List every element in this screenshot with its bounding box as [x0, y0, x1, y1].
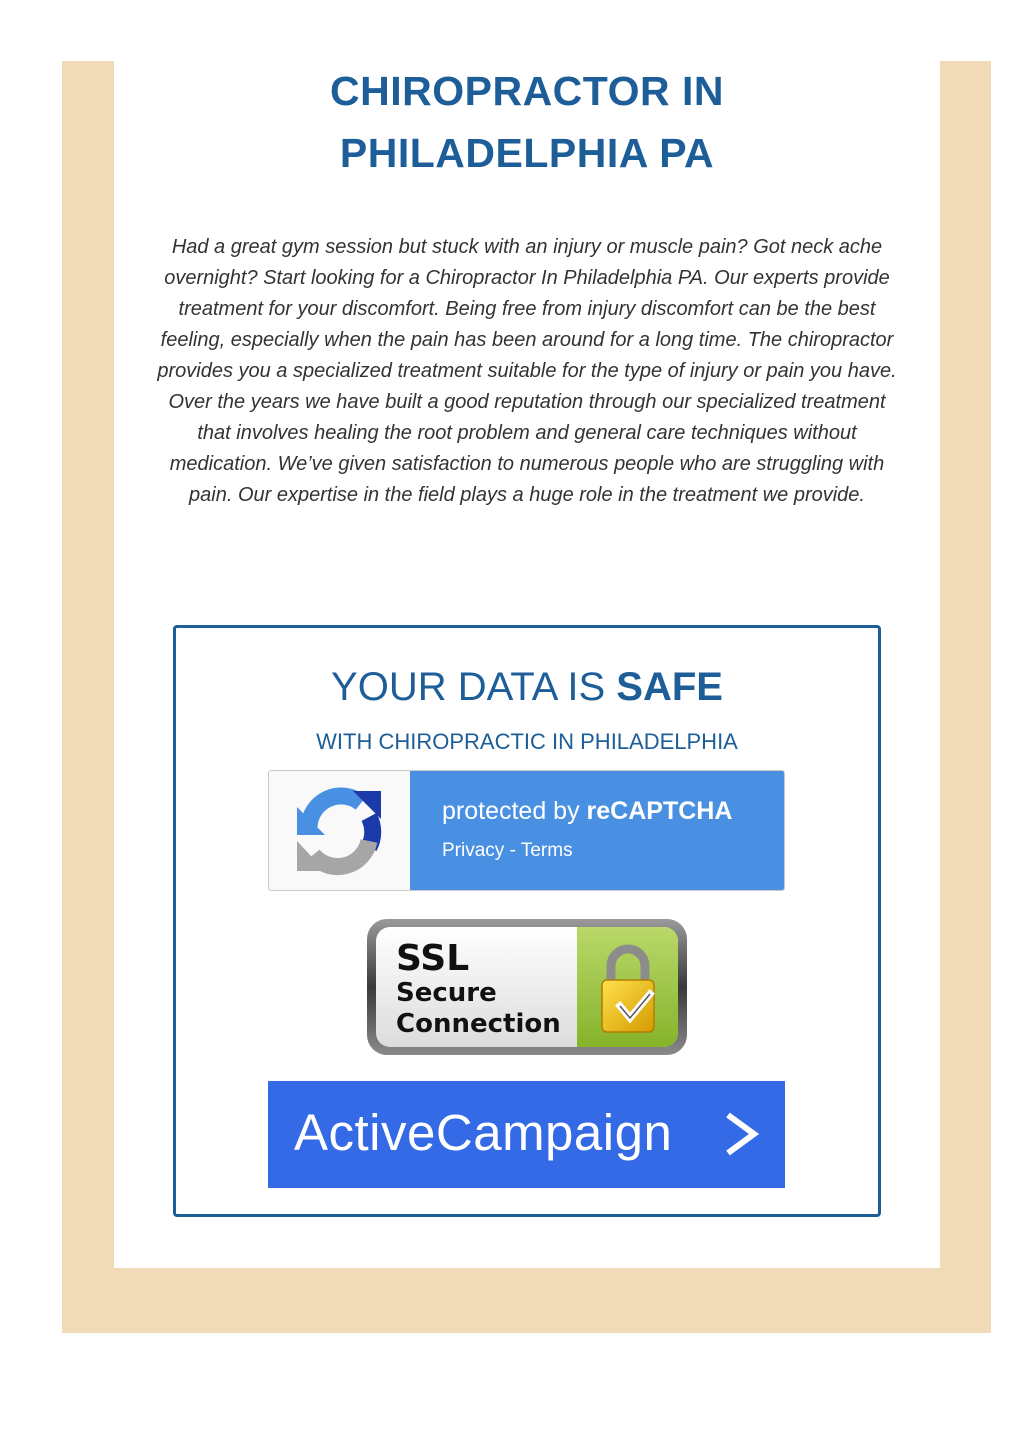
data-safe-box [173, 625, 881, 1217]
recaptcha-badge[interactable] [268, 770, 785, 891]
ssl-badge-line-3: Connection [396, 1009, 561, 1039]
data-safe-heading-prefix: YOUR DATA IS [331, 665, 606, 709]
recaptcha-brand: reCAPTCHA [586, 797, 733, 825]
data-safe-heading-emphasis: SAFE [616, 665, 723, 709]
ssl-secure-badge [366, 918, 688, 1056]
recaptcha-terms-link[interactable]: Terms [520, 840, 573, 861]
recaptcha-link-separator: - [504, 840, 521, 861]
recaptcha-privacy-link[interactable]: Privacy [442, 840, 505, 861]
page-title-line-1: CHIROPRACTOR IN [330, 68, 724, 114]
recaptcha-links [442, 838, 573, 864]
data-safe-subheading: WITH CHIROPRACTIC IN PHILADELPHIA [316, 729, 738, 754]
activecampaign-logo-text: ActiveCampaign [294, 1104, 673, 1161]
activecampaign-badge[interactable] [268, 1081, 785, 1188]
recaptcha-protected-text [442, 795, 732, 827]
recaptcha-protected-prefix: protected by [442, 797, 580, 825]
ssl-badge-line-1: SSL [396, 938, 470, 979]
recaptcha-logo-area [269, 771, 410, 890]
page-title [114, 60, 940, 184]
intro-paragraph: Had a great gym session but stuck with an injury or muscle pain? Got neck ache overnight? Start looking for a Chiropractor In Philadelphia PA. Our experts provide treatment for your discomfort. Being free from injury discomfort can be the best feeling, especially when the pain has been around for a long time. The chiropractor provides you a specialized treatment suitable for the type of injury or pain you have. Over the years we have built a good reputation through our specialized treatment that involves healing the root problem and general care techniques without medication. We’ve given satisfaction to numerous people who are struggling with pain. Our expertise in the field plays a huge role in the treatment we provide. [157, 236, 897, 506]
recaptcha-info-panel [410, 771, 784, 890]
data-safe-heading [176, 660, 878, 714]
ssl-badge-line-2: Secure [396, 978, 497, 1008]
page-title-line-2: PHILADELPHIA PA [339, 130, 715, 176]
recaptcha-logo-icon [269, 771, 410, 890]
chevron-right-icon [724, 1111, 760, 1157]
